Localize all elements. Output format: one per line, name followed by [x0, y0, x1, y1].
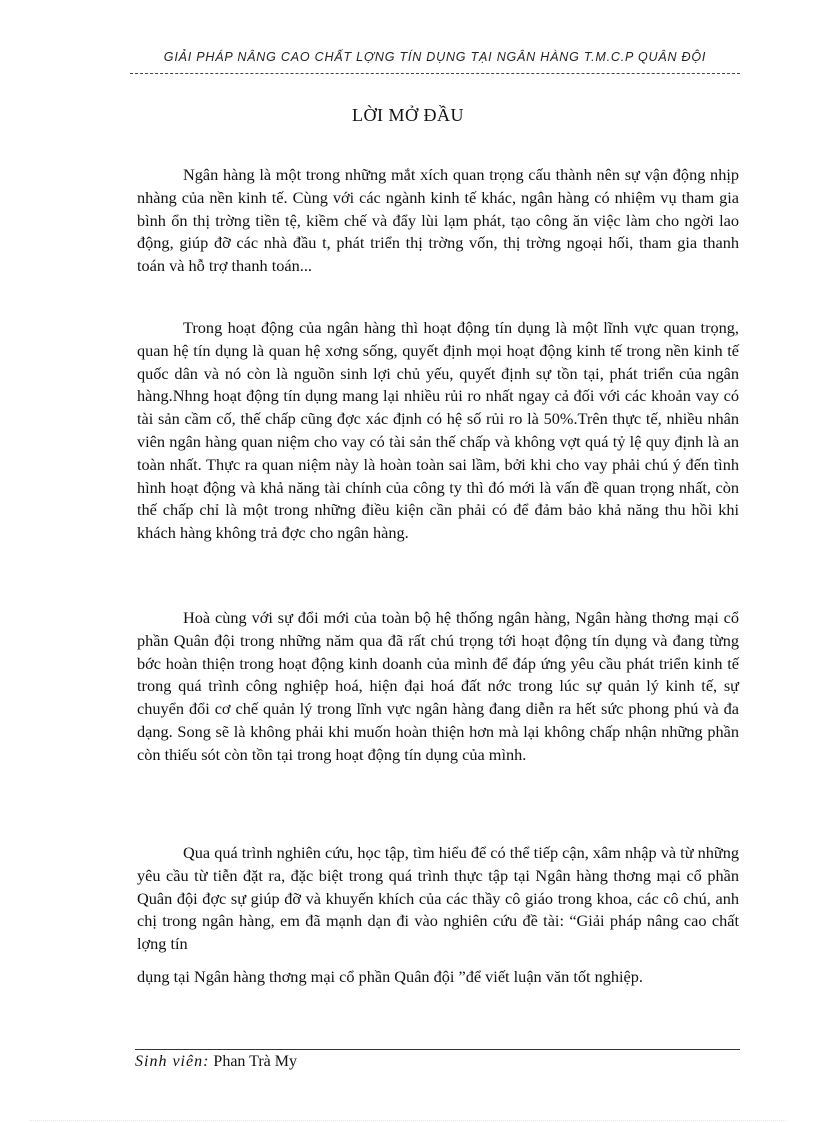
paragraph-credit-activity: Trong hoạt động của ngân hàng thì hoạt động tín dụng là một lĩnh vực quan trọng, quan hệ tín dụng là quan hệ xơng sống, quyết định mọi hoạt động kinh tế trong nền kinh tế quốc dân và nó còn là nguồn sinh lợi chủ yếu, quyết định sự tồn tại, phát triển của ngân hàng.Nhng hoạt động tín dụng mang lại nhiều rủi ro nhất ngay cả đối với các khoản vay có tài sản cầm cố, thế chấp cũng đợc xác định có hệ số rủi ro là 50%.Trên thực tế, nhiều nhân viên ngân hàng quan niệm cho vay có tài sản thế chấp và không vợt quá tỷ lệ quy định là an toàn nhất. Thực ra quan niệm này là hoàn toàn sai lầm, bởi khi cho vay phải chú ý đến tình hình hoạt động và khả năng tài chính của công ty thì đó mới là vấn đề quan trọng nhất, còn thế chấp chỉ là một trong những điều kiện cần phải có để đảm bảo khả năng thu hồi khi khách hàng không trả đợc cho ngân hàng. [137, 318, 739, 543]
footer-divider [135, 1049, 740, 1050]
running-header-text: GIẢI PHÁP NÂNG CAO CHẤT LỢNG TÍN DỤNG TẠI NGÂN HÀNG T.M.C.P QUÂN ĐỘI [163, 50, 707, 64]
paragraph-research: Qua quá trình nghiên cứu, học tập, tìm hiểu để có thể tiếp cận, xâm nhập và từ những yêu cầu từ tiễn đặt ra, đặc biệt trong quá trình thực tập tại Ngân hàng thơng mại cổ phần Quân đội đợc sự giúp đỡ và khuyến khích của các thầy cô giáo trong khoa, các cô chú, anh chị trong ngân hàng, em đã mạnh dạn đi vào nghiên cứu đề tài: “Giải pháp nâng cao chất lợng tín [137, 843, 739, 954]
page-title: LỜI MỞ ĐẦU [352, 105, 464, 125]
footer-label: Sinh viên: [135, 1053, 210, 1070]
paragraph-research-continued: dụng tại Ngân hàng thơng mại cổ phần Quân đội ”để viết luận văn tốt nghiệp. [137, 967, 643, 986]
running-header [130, 47, 740, 74]
paragraph-intro: Ngân hàng là một trong những mắt xích quan trọng cấu thành nên sự vận động nhịp nhàng của nền kinh tế. Cùng với các ngành kinh tế khác, ngân hàng có nhiệm vụ tham gia bình ổn thị trờng tiền tệ, kiềm chế và đẩy lùi lạm phát, tạo công ăn việc làm cho ngời lao động, giúp đỡ các nhà đầu t, phát triển thị trờng vốn, thị trờng ngoại hối, tham gia thanh toán và hỗ trợ thanh toán... [137, 165, 739, 276]
page-bottom-divider [30, 1120, 786, 1121]
paragraph-mb-bank: Hoà cùng với sự đổi mới của toàn bộ hệ thống ngân hàng, Ngân hàng thơng mại cổ phần Quân đội trong những năm qua đã rất chú trọng tới hoạt động tín dụng và đang từng bớc hoàn thiện trong hoạt động kinh doanh của mình để đáp ứng yêu cầu phát triển kinh tế trong quá trình công nghiệp hoá, hiện đại hoá đất nớc trong lúc sự quản lý kinh tế, sự chuyển đổi cơ chế quản lý trong lĩnh vực ngân hàng đang diễn ra hết sức phong phú và đa dạng. Song sẽ là không phải khi muốn hoàn thiện hơn mà lại không chấp nhận những phần còn thiếu sót còn tồn tại trong hoạt động tín dụng của mình. [137, 608, 739, 764]
footer [135, 1053, 297, 1071]
student-name: Phan Trà My [213, 1053, 297, 1070]
